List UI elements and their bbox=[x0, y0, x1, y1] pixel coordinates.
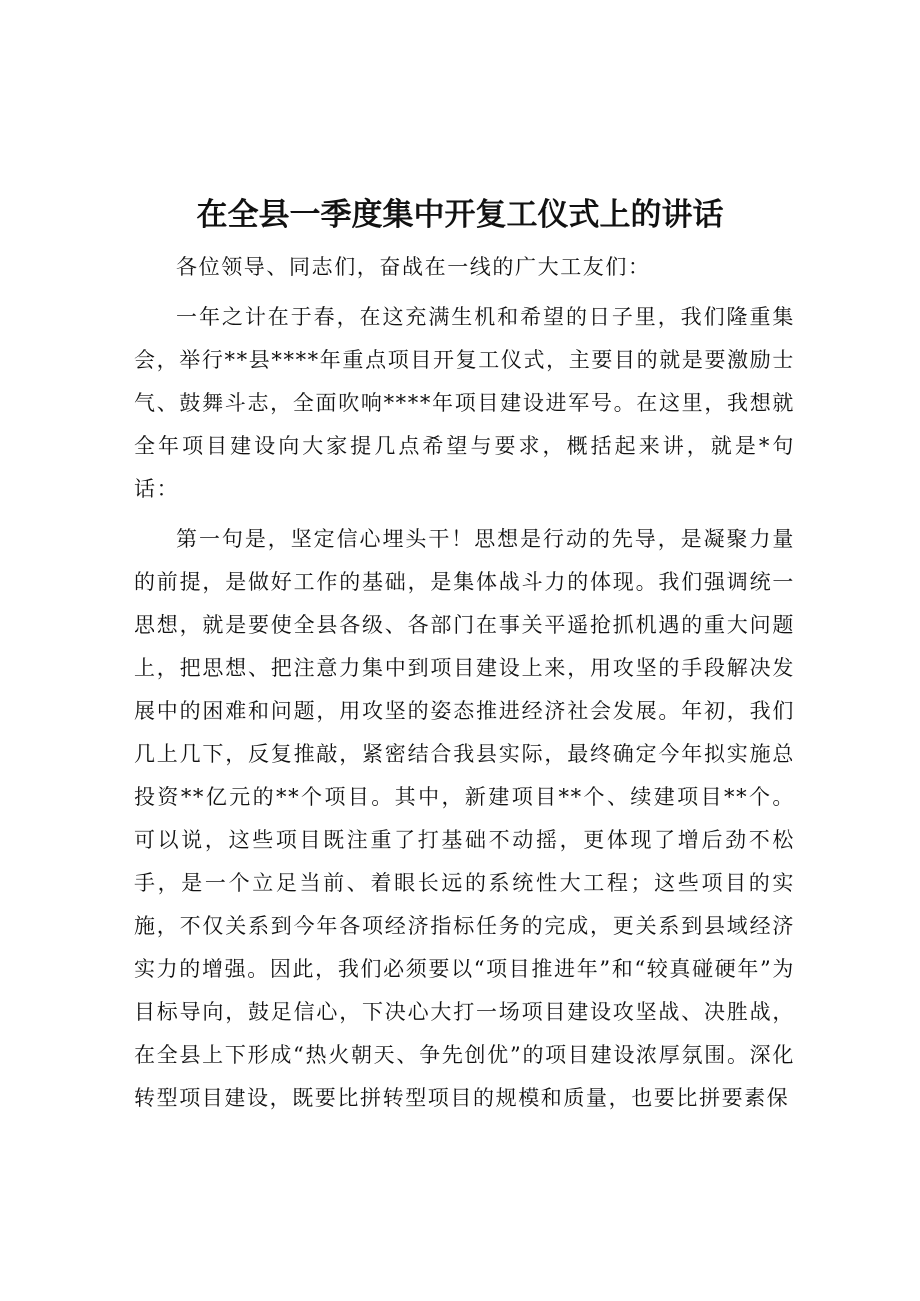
document-title: 在全县一季度集中开复工仪式上的讲话 bbox=[196, 197, 724, 233]
first-point-paragraph: 第一句是，坚定信心埋头干！思想是行动的先导，是凝聚力量的前提，是做好工作的基础，是集体战斗力的体现。我们强调统一思想，就是要使全县各级、各部门在事关平遥抢抓机遇的重大问题上，把思想、把注意力集中到项目建设上来，用攻坚的手段解决发展中的困难和问题，用攻坚的姿态推进经济社会发展。年初，我们几上几下，反复推敲，紧密结合我县实际，最终确定今年拟实施总投资**亿元的**个项目。其中，新建项目**个、续建项目**个。可以说，这些项目既注重了打基础不动摇，更体现了增后劲不松手，是一个立足当前、着眼长远的系统性大工程；这些项目的实施，不仅关系到今年各项经济指标任务的完成，更关系到县域经济实力的增强。因此，我们必须要以“项目推进年”和“较真碰硬年”为目标导向，鼓足信心，下决心大打一场项目建设攻坚战、决胜战，在全县上下形成“热火朝天、争先创优”的项目建设浓厚氛围。深化转型项目建设，既要比拼转型项目的规模和质量，也要比拼要素保 bbox=[134, 527, 795, 1110]
intro-paragraph: 一年之计在于春，在这充满生机和希望的日子里，我们隆重集会，举行**县****年重点项目开复工仪式，主要目的就是要激励士气、鼓舞斗志，全面吹响****年项目建设进军号。在这里，我想就全年项目建设向大家提几点希望与要求，概括起来讲，就是*句话： bbox=[134, 305, 795, 501]
salutation-paragraph: 各位领导、同志们，奋战在一线的广大工友们： bbox=[176, 255, 651, 279]
document-body bbox=[134, 246, 795, 1120]
